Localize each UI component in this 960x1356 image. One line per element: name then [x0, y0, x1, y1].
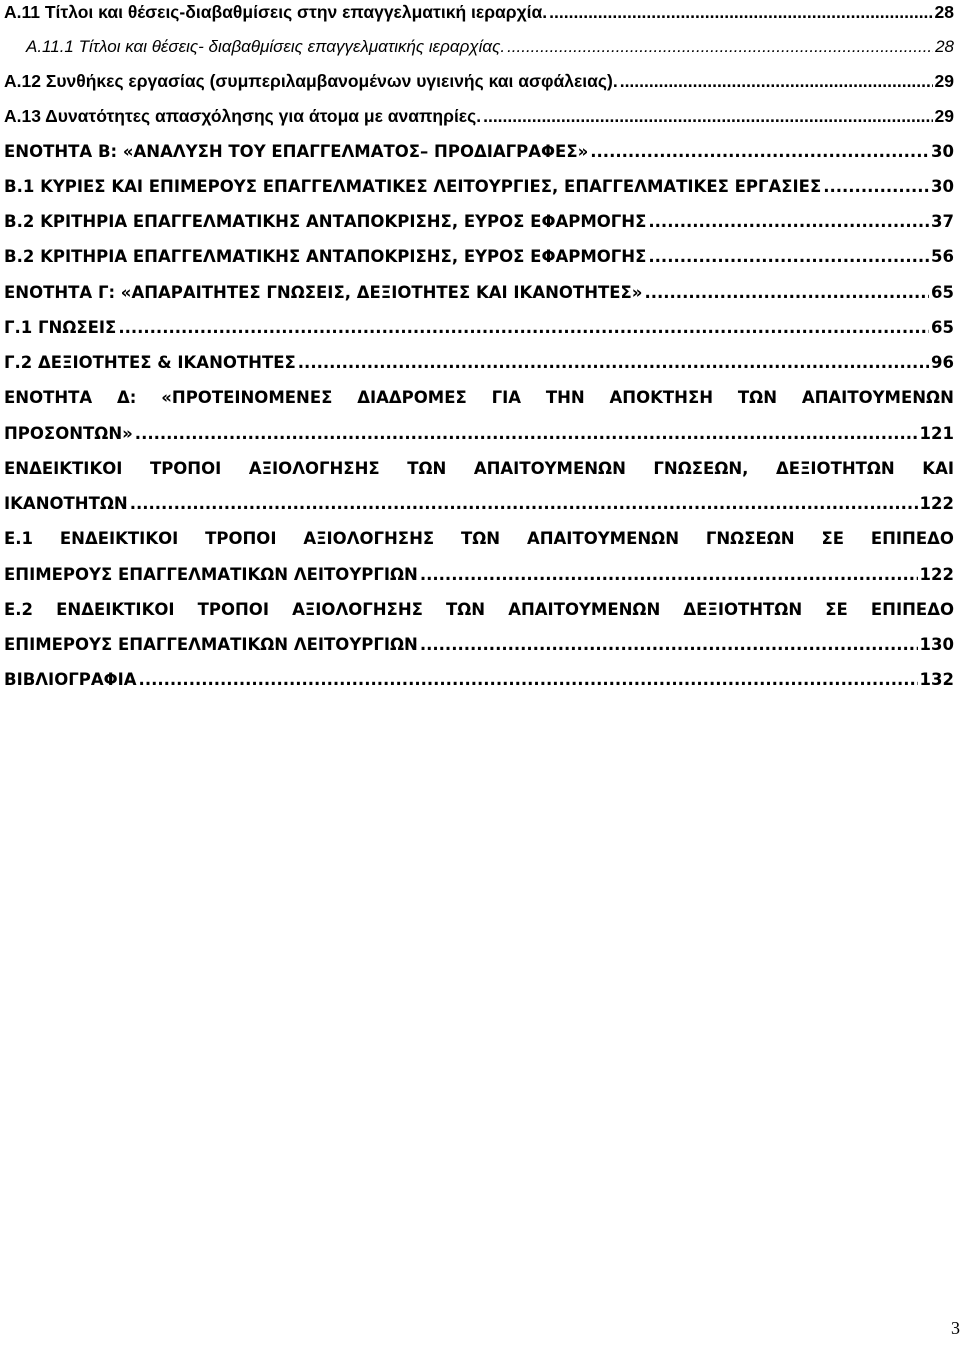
toc-leader [549, 0, 932, 24]
toc-entry-page: 130 [919, 635, 954, 654]
toc-word: ΔΕΞΙΟΤΗΤΩΝ [775, 459, 895, 478]
toc-entry-title: ΕΝΟΤΗΤΑ Γ: «ΑΠΑΡΑΙΤΗΤΕΣ ΓΝΩΣΕΙΣ, ΔΕΞΙΟΤΗΤΕΣ ΚΑΙ ΙΚΑΝΟΤΗΤΕΣ» [4, 283, 643, 302]
toc-entry-page: 122 [919, 494, 954, 513]
page-number: 3 [951, 1318, 960, 1338]
toc-entry-page: 65 [931, 283, 954, 302]
toc-entry[interactable] [4, 316, 954, 340]
toc-word: Ε.1 [4, 529, 34, 548]
toc-entry[interactable] [4, 140, 954, 164]
toc-entry-wrapped-line2[interactable] [4, 563, 954, 587]
toc-entry[interactable] [4, 210, 954, 234]
toc-word: ΤΩΝ [446, 600, 486, 619]
toc-word: ΣΕ [821, 529, 844, 548]
toc-entry-wrapped-line2[interactable] [4, 422, 954, 446]
toc-entry[interactable] [4, 668, 954, 692]
toc-word: «ΠΡΟΤΕΙΝΟΜΕΝΕΣ [161, 388, 333, 407]
toc-entry-page: 29 [934, 106, 954, 126]
toc-entry-page: 29 [934, 71, 954, 91]
toc-entry-title [4, 386, 954, 410]
toc-entry-title: Α.11.1 Τίτλοι και θέσεις- διαβαθμίσεις επαγγελματικής ιεραρχίας. [26, 37, 506, 56]
toc-word: ΤΡΟΠΟΙ [149, 459, 222, 478]
toc-entry-page: 30 [931, 177, 954, 196]
toc-entry[interactable] [4, 104, 954, 128]
toc-entry[interactable] [4, 281, 954, 305]
toc-word: ΑΠΟΚΤΗΣΗ [609, 388, 714, 407]
toc-word: ΕΝΔΕΙΚΤΙΚΟΙ [59, 529, 179, 548]
toc-entry[interactable] [4, 245, 954, 269]
toc-word: ΕΝΟΤΗΤΑ [4, 388, 93, 407]
toc-word: ΕΠΙΠΕΔΟ [870, 529, 954, 548]
toc-word: ΑΠΑΙΤΟΥΜΕΝΩΝ [473, 459, 626, 478]
toc-entry-page: 28 [935, 37, 954, 56]
toc-entry-title: Γ.2 ΔΕΞΙΟΤΗΤΕΣ & ΙΚΑΝΟΤΗΤΕΣ [4, 353, 296, 372]
toc-leader [644, 281, 929, 305]
toc-entry-page: 132 [919, 670, 954, 689]
toc-word: ΓΙΑ [491, 388, 521, 407]
toc-word: Δ: [117, 388, 137, 407]
toc-entry-title-cont: ΕΠΙΜΕΡΟΥΣ ΕΠΑΓΓΕΛΜΑΤΙΚΩΝ ΛΕΙΤΟΥΡΓΙΩΝ [4, 565, 418, 584]
toc-leader [590, 140, 929, 164]
toc-entry-title [4, 527, 954, 551]
toc-entry-title: Α.13 Δυνατότητες απασχόλησης για άτομα με αναπηρίες. [4, 106, 482, 126]
toc-word: ΚΑΙ [922, 459, 954, 478]
toc-entry[interactable] [4, 175, 954, 199]
toc-entry-page: 65 [931, 318, 954, 337]
toc-entry-title: Α.12 Συνθήκες εργασίας (συμπεριλαμβανομένων υγιεινής και ασφάλειας). [4, 71, 618, 91]
toc-leader [420, 563, 918, 587]
toc-word: ΑΞΙΟΛΟΓΗΣΗΣ [303, 529, 435, 548]
toc-entry-page: 122 [919, 565, 954, 584]
toc-entry-title-cont: ΙΚΑΝΟΤΗΤΩΝ [4, 494, 128, 513]
toc-word: ΤΗΝ [545, 388, 585, 407]
toc-entry-page: 28 [934, 2, 954, 22]
toc-word: ΕΝΔΕΙΚΤΙΚΟΙ [56, 600, 175, 619]
toc-leader [507, 35, 933, 59]
toc-leader [298, 351, 929, 375]
toc-word: ΕΠΙΠΕΔΟ [870, 600, 954, 619]
toc-leader [648, 210, 929, 234]
toc-leader [139, 668, 918, 692]
toc-entry[interactable] [4, 0, 954, 24]
toc-leader [130, 492, 918, 516]
toc-word: ΕΝΔΕΙΚΤΙΚΟΙ [4, 459, 123, 478]
toc-leader [823, 175, 929, 199]
toc-entry-title [4, 598, 954, 622]
toc-word: ΓΝΩΣΕΩΝ [705, 529, 795, 548]
toc-entry-title: Γ.1 ΓΝΩΣΕΙΣ [4, 318, 117, 337]
toc-word: ΓΝΩΣΕΩΝ, [653, 459, 749, 478]
toc-entry-wrapped-line1[interactable] [4, 386, 954, 410]
toc-word: ΤΡΟΠΟΙ [197, 600, 269, 619]
toc-leader [620, 69, 933, 93]
toc-entry-wrapped-line2[interactable] [4, 633, 954, 657]
toc-entry-title: Β.2 ΚΡΙΤΗΡΙΑ ΕΠΑΓΓΕΛΜΑΤΙΚΗΣ ΑΝΤΑΠΟΚΡΙΣΗΣ, ΕΥΡΟΣ ΕΦΑΡΜΟΓΗΣ [4, 212, 647, 231]
toc-word: Ε.2 [4, 600, 34, 619]
toc-word: ΤΡΟΠΟΙ [205, 529, 277, 548]
toc-entry[interactable] [26, 35, 954, 59]
toc-entry-page: 96 [931, 353, 954, 372]
toc-word: ΤΩΝ [461, 529, 501, 548]
toc-word: ΑΞΙΟΛΟΓΗΣΗΣ [248, 459, 380, 478]
toc-entry[interactable] [4, 351, 954, 375]
toc-entry-wrapped-line1[interactable] [4, 598, 954, 622]
toc-entry-wrapped-line1[interactable] [4, 457, 954, 481]
toc-word: ΔΕΞΙΟΤΗΤΩΝ [683, 600, 803, 619]
toc-entry-page: 121 [919, 424, 954, 443]
toc-entry-page: 56 [931, 247, 954, 266]
toc-word: ΑΠΑΙΤΟΥΜΕΝΩΝ [801, 388, 954, 407]
toc-entry-wrapped-line2[interactable] [4, 492, 954, 516]
toc-entry-title-cont: ΠΡΟΣΟΝΤΩΝ» [4, 424, 133, 443]
toc-leader [135, 422, 918, 446]
toc-entry-title: ΕΝΟΤΗΤΑ Β: «ΑΝΑΛΥΣΗ ΤΟΥ ΕΠΑΓΓΕΛΜΑΤΟΣ– ΠΡΟΔΙΑΓΡΑΦΕΣ» [4, 142, 589, 161]
toc-word: ΤΩΝ [737, 388, 777, 407]
toc-entry-wrapped-line1[interactable] [4, 527, 954, 551]
toc-word: ΤΩΝ [407, 459, 447, 478]
toc-entry-title: Β.2 ΚΡΙΤΗΡΙΑ ΕΠΑΓΓΕΛΜΑΤΙΚΗΣ ΑΝΤΑΠΟΚΡΙΣΗΣ, ΕΥΡΟΣ ΕΦΑΡΜΟΓΗΣ [4, 247, 647, 266]
toc-word: ΑΠΑΙΤΟΥΜΕΝΩΝ [526, 529, 680, 548]
toc-entry-title: Β.1 ΚΥΡΙΕΣ ΚΑΙ ΕΠΙΜΕΡΟΥΣ ΕΠΑΓΓΕΛΜΑΤΙΚΕΣ ΛΕΙΤΟΥΡΓΙΕΣ, ΕΠΑΓΓΕΛΜΑΤΙΚΕΣ ΕΡΓΑΣΙΕΣ [4, 177, 822, 196]
toc-entry-page: 30 [931, 142, 954, 161]
toc-word: ΔΙΑΔΡΟΜΕΣ [357, 388, 467, 407]
toc-word: ΑΞΙΟΛΟΓΗΣΗΣ [292, 600, 423, 619]
toc-entry-page: 37 [931, 212, 954, 231]
toc-entry[interactable] [4, 69, 954, 93]
toc-entry-title: ΒΙΒΛΙΟΓΡΑΦΙΑ [4, 670, 137, 689]
toc-entry-title: Α.11 Τίτλοι και θέσεις-διαβαθμίσεις στην επαγγελματική ιεραρχία. [4, 2, 548, 22]
toc-leader [483, 104, 932, 128]
toc-entry-title [4, 457, 954, 481]
toc-leader [118, 316, 929, 340]
toc-leader [648, 245, 929, 269]
toc-leader [420, 633, 918, 657]
toc-entry-title-cont: ΕΠΙΜΕΡΟΥΣ ΕΠΑΓΓΕΛΜΑΤΙΚΩΝ ΛΕΙΤΟΥΡΓΙΩΝ [4, 635, 418, 654]
toc-word: ΣΕ [825, 600, 848, 619]
toc-word: ΑΠΑΙΤΟΥΜΕΝΩΝ [508, 600, 661, 619]
